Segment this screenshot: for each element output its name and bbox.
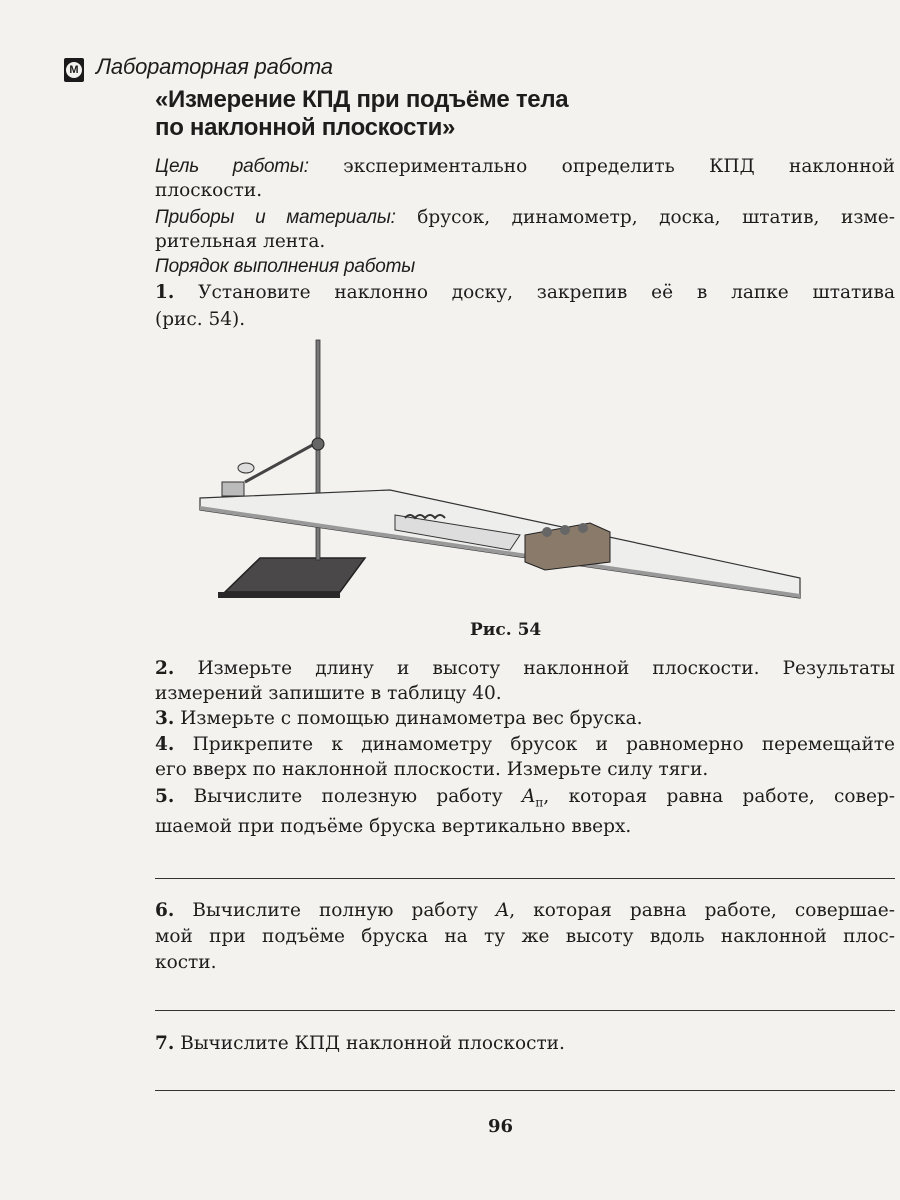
materials-line-1: Приборы и материалы: брусок, динамометр, доска, штатив, изме- (155, 207, 896, 228)
step-3: 3. Измерьте с помощью динамометра вес бруска. (155, 708, 643, 729)
step-6-line-3: кости. (155, 952, 217, 973)
procedure-heading: Порядок выполнения работы (155, 256, 416, 277)
clamp-arm (245, 442, 318, 482)
title-line-2: по наклонной плоскости» (155, 114, 456, 141)
step-6-line-2: мой при подъёме бруска на ту же высоту вдоль наклонной плос- (155, 926, 895, 947)
title-line-1: «Измерение КПД при подъёме тела (155, 86, 569, 113)
step-5-line-1: 5. Вычислите полезную работу $A_п$, которая равна работе, совер- (155, 786, 896, 810)
section-label: Лабораторная работа (96, 54, 333, 79)
step-2-line-2: измерений запишите в таблицу 40. (155, 683, 502, 704)
figure-caption: Рис. 54 (470, 620, 542, 640)
stand-base-edge (218, 592, 340, 598)
materials-line-2: рительная лента. (155, 231, 326, 252)
step-5-line-2: шаемой при подъёме бруска вертикально вверх. (155, 816, 632, 837)
goal-line-2: плоскости. (155, 180, 263, 201)
step-4-line-2: его вверх по наклонной плоскости. Измерьте силу тяги. (155, 759, 709, 780)
step-6-line-1: 6. Вычислите полную работу A, которая равна работе, совершае- (155, 900, 895, 921)
goal-line-1: Цель работы: экспериментально определить КПД наклонной (155, 156, 895, 177)
answer-line-6[interactable] (155, 1010, 895, 1011)
block-hole (578, 523, 588, 533)
wing-screw (238, 463, 254, 473)
step-2-line-1: 2. Измерьте длину и высоту наклонной плоскости. Результаты (155, 658, 896, 679)
answer-line-7[interactable] (155, 1090, 895, 1091)
stand-base (225, 558, 365, 592)
block-hole (560, 525, 570, 535)
step-7: 7. Вычислите КПД наклонной плоскости. (155, 1033, 565, 1054)
step-1-line-1: 1. Установите наклонно доску, закрепив её в лапке штатива (155, 282, 895, 303)
step-1-line-2: (рис. 54). (155, 309, 246, 330)
clamp-nut (312, 438, 324, 450)
page-number: 96 (488, 1116, 514, 1137)
step-4-line-1: 4. Прикрепите к динамометру брусок и равномерно перемещайте (155, 734, 895, 755)
section-badge-icon: М (64, 58, 84, 82)
board-clamp (222, 482, 244, 496)
figure-inclined-plane-setup (190, 330, 810, 620)
block-hole (542, 527, 552, 537)
answer-line-5[interactable] (155, 878, 895, 879)
